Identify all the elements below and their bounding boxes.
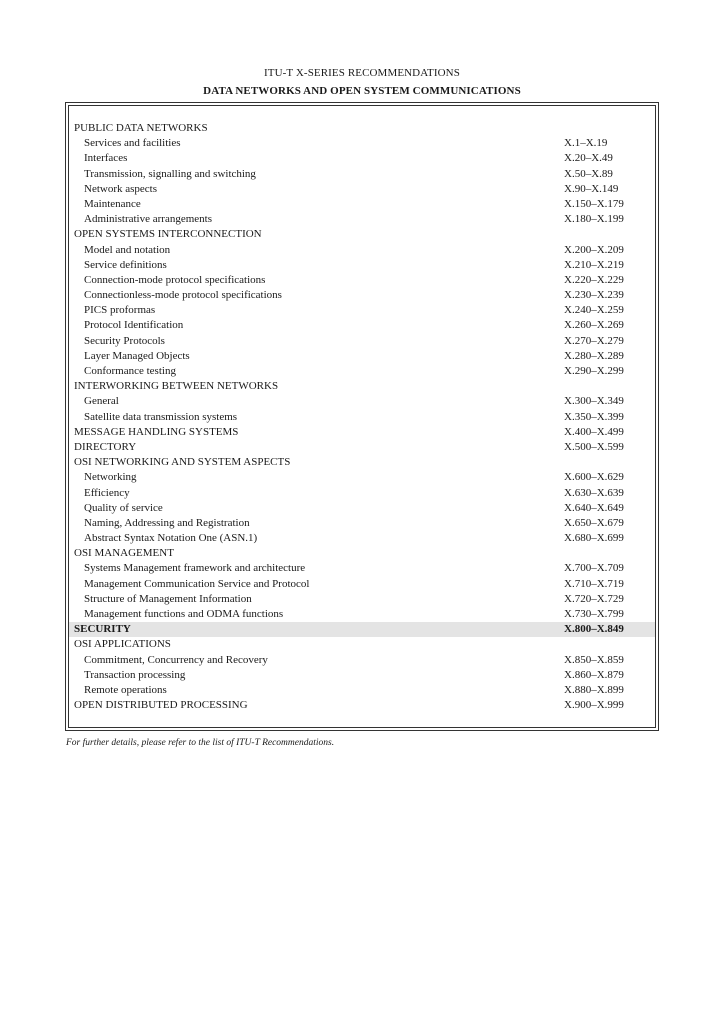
topic-label: Abstract Syntax Notation One (ASN.1) <box>84 532 258 545</box>
recommendation-range: X.400–X.499 <box>564 425 624 438</box>
section-heading-row <box>69 425 655 440</box>
recommendation-range: X.150–X.179 <box>564 197 624 210</box>
table-row <box>69 668 655 683</box>
table-row <box>69 607 655 622</box>
topic-label: Interfaces <box>84 152 128 165</box>
topic-label: PICS proformas <box>84 304 156 317</box>
section-heading-row <box>69 546 655 561</box>
topic-label: Maintenance <box>84 197 141 210</box>
recommendation-range: X.200–X.209 <box>564 243 624 256</box>
topic-label: General <box>84 395 119 408</box>
topic-label: Efficiency <box>84 486 130 499</box>
table-row <box>69 486 655 501</box>
section-label: OSI MANAGEMENT <box>74 547 174 560</box>
recommendation-range: X.1–X.19 <box>564 137 608 150</box>
recommendation-range: X.230–X.239 <box>564 289 624 302</box>
recommendation-range: X.350–X.399 <box>564 410 624 423</box>
table-row <box>69 516 655 531</box>
recommendation-range: X.640–X.649 <box>564 501 624 514</box>
recommendation-range: X.650–X.679 <box>564 516 624 529</box>
topic-label: Model and notation <box>84 243 171 256</box>
table-row <box>69 561 655 576</box>
section-heading-row <box>69 698 655 713</box>
section-label: PUBLIC DATA NETWORKS <box>74 122 208 134</box>
table-row <box>69 364 655 379</box>
footer-note: For further details, please refer to the list of ITU-T Recommendations. <box>66 738 335 748</box>
topic-label: Systems Management framework and architecture <box>84 562 306 575</box>
topic-label: Commitment, Concurrency and Recovery <box>84 653 268 666</box>
recommendation-range: X.240–X.259 <box>564 304 624 317</box>
section-label: OPEN SYSTEMS INTERCONNECTION <box>74 228 262 241</box>
section-heading-row <box>69 227 655 242</box>
topic-label: Transaction processing <box>84 668 186 681</box>
recommendation-range: X.700–X.709 <box>564 562 624 575</box>
table-row <box>69 470 655 485</box>
table-row <box>69 273 655 288</box>
topic-label: Service definitions <box>84 258 167 271</box>
recommendation-range: X.710–X.719 <box>564 577 624 590</box>
recommendation-range: X.860–X.879 <box>564 668 624 681</box>
table-row <box>69 258 655 273</box>
recommendation-range: X.20–X.49 <box>564 152 613 165</box>
recommendation-range: X.260–X.269 <box>564 319 624 332</box>
recommendation-range: X.800–X.849 <box>564 623 624 636</box>
topic-label: Networking <box>84 471 137 484</box>
topic-label: Remote operations <box>84 683 167 696</box>
recommendation-range: X.90–X.149 <box>564 182 619 195</box>
table-row <box>69 501 655 516</box>
table-row <box>69 212 655 227</box>
topic-label: Management functions and ODMA functions <box>84 608 284 620</box>
table-row <box>69 683 655 698</box>
topic-label: Security Protocols <box>84 334 165 347</box>
table-row <box>69 318 655 333</box>
section-heading-row <box>69 622 655 637</box>
section-label: OSI NETWORKING AND SYSTEM ASPECTS <box>74 456 291 469</box>
table-row <box>69 577 655 592</box>
table-row <box>69 349 655 364</box>
recommendation-range: X.720–X.729 <box>564 592 624 605</box>
topic-label: Satellite data transmission systems <box>84 410 238 423</box>
table-row <box>69 288 655 303</box>
table-row <box>69 136 655 151</box>
recommendation-range: X.630–X.639 <box>564 486 624 499</box>
topic-label: Management Communication Service and Protocol <box>84 577 310 590</box>
recommendation-range: X.600–X.629 <box>564 471 624 484</box>
recommendation-range: X.180–X.199 <box>564 213 624 226</box>
section-heading-row <box>69 637 655 652</box>
topic-label: Services and facilities <box>84 137 181 150</box>
table-row <box>69 167 655 182</box>
recommendation-range: X.850–X.859 <box>564 653 624 666</box>
table-row <box>69 531 655 546</box>
section-label: INTERWORKING BETWEEN NETWORKS <box>74 380 279 393</box>
table-row <box>69 182 655 197</box>
recommendation-range: X.500–X.599 <box>564 440 624 453</box>
recommendation-range: X.270–X.279 <box>564 334 624 347</box>
section-heading-row <box>69 440 655 455</box>
recommendation-range: X.220–X.229 <box>564 273 624 286</box>
topic-label: Structure of Management Information <box>84 592 252 605</box>
section-heading-row <box>69 379 655 394</box>
topic-label: Connection-mode protocol specifications <box>84 273 266 286</box>
recommendation-range: X.290–X.299 <box>564 365 624 377</box>
recommendation-range: X.680–X.699 <box>564 532 624 545</box>
table-row <box>69 653 655 668</box>
recommendations-table <box>69 121 655 713</box>
section-label: MESSAGE HANDLING SYSTEMS <box>74 425 239 438</box>
recommendation-range: X.210–X.219 <box>564 258 624 271</box>
section-heading-row <box>69 121 655 136</box>
topic-label: Connectionless-mode protocol specifications <box>84 289 282 302</box>
recommendation-range: X.300–X.349 <box>564 395 624 408</box>
section-label: SECURITY <box>74 623 131 636</box>
topic-label: Network aspects <box>84 182 158 195</box>
topic-label: Naming, Addressing and Registration <box>84 516 250 529</box>
table-row <box>69 197 655 212</box>
topic-label: Administrative arrangements <box>84 213 212 226</box>
table-row <box>69 334 655 349</box>
recommendation-range: X.280–X.289 <box>564 349 624 362</box>
recommendation-range: X.50–X.89 <box>564 167 613 180</box>
table-row <box>69 303 655 318</box>
section-heading-row <box>69 455 655 470</box>
table-row <box>69 243 655 258</box>
topic-label: Transmission, signalling and switching <box>84 167 256 180</box>
topic-label: Protocol Identification <box>84 319 184 332</box>
table-row <box>69 394 655 409</box>
section-label: OPEN DISTRIBUTED PROCESSING <box>74 699 248 712</box>
recommendation-range: X.900–X.999 <box>564 699 624 712</box>
series-title: ITU-T X-SERIES RECOMMENDATIONS <box>264 67 460 79</box>
table-row <box>69 410 655 425</box>
section-label: OSI APPLICATIONS <box>74 638 171 651</box>
topic-label: Conformance testing <box>84 365 176 377</box>
topic-label: Quality of service <box>84 501 163 514</box>
recommendation-range: X.880–X.899 <box>564 683 624 696</box>
table-row <box>69 592 655 607</box>
document-subtitle: DATA NETWORKS AND OPEN SYSTEM COMMUNICATIONS <box>203 85 521 97</box>
section-label: DIRECTORY <box>74 440 137 453</box>
recommendation-range: X.730–X.799 <box>564 608 624 620</box>
table-row <box>69 151 655 166</box>
topic-label: Layer Managed Objects <box>84 349 190 362</box>
